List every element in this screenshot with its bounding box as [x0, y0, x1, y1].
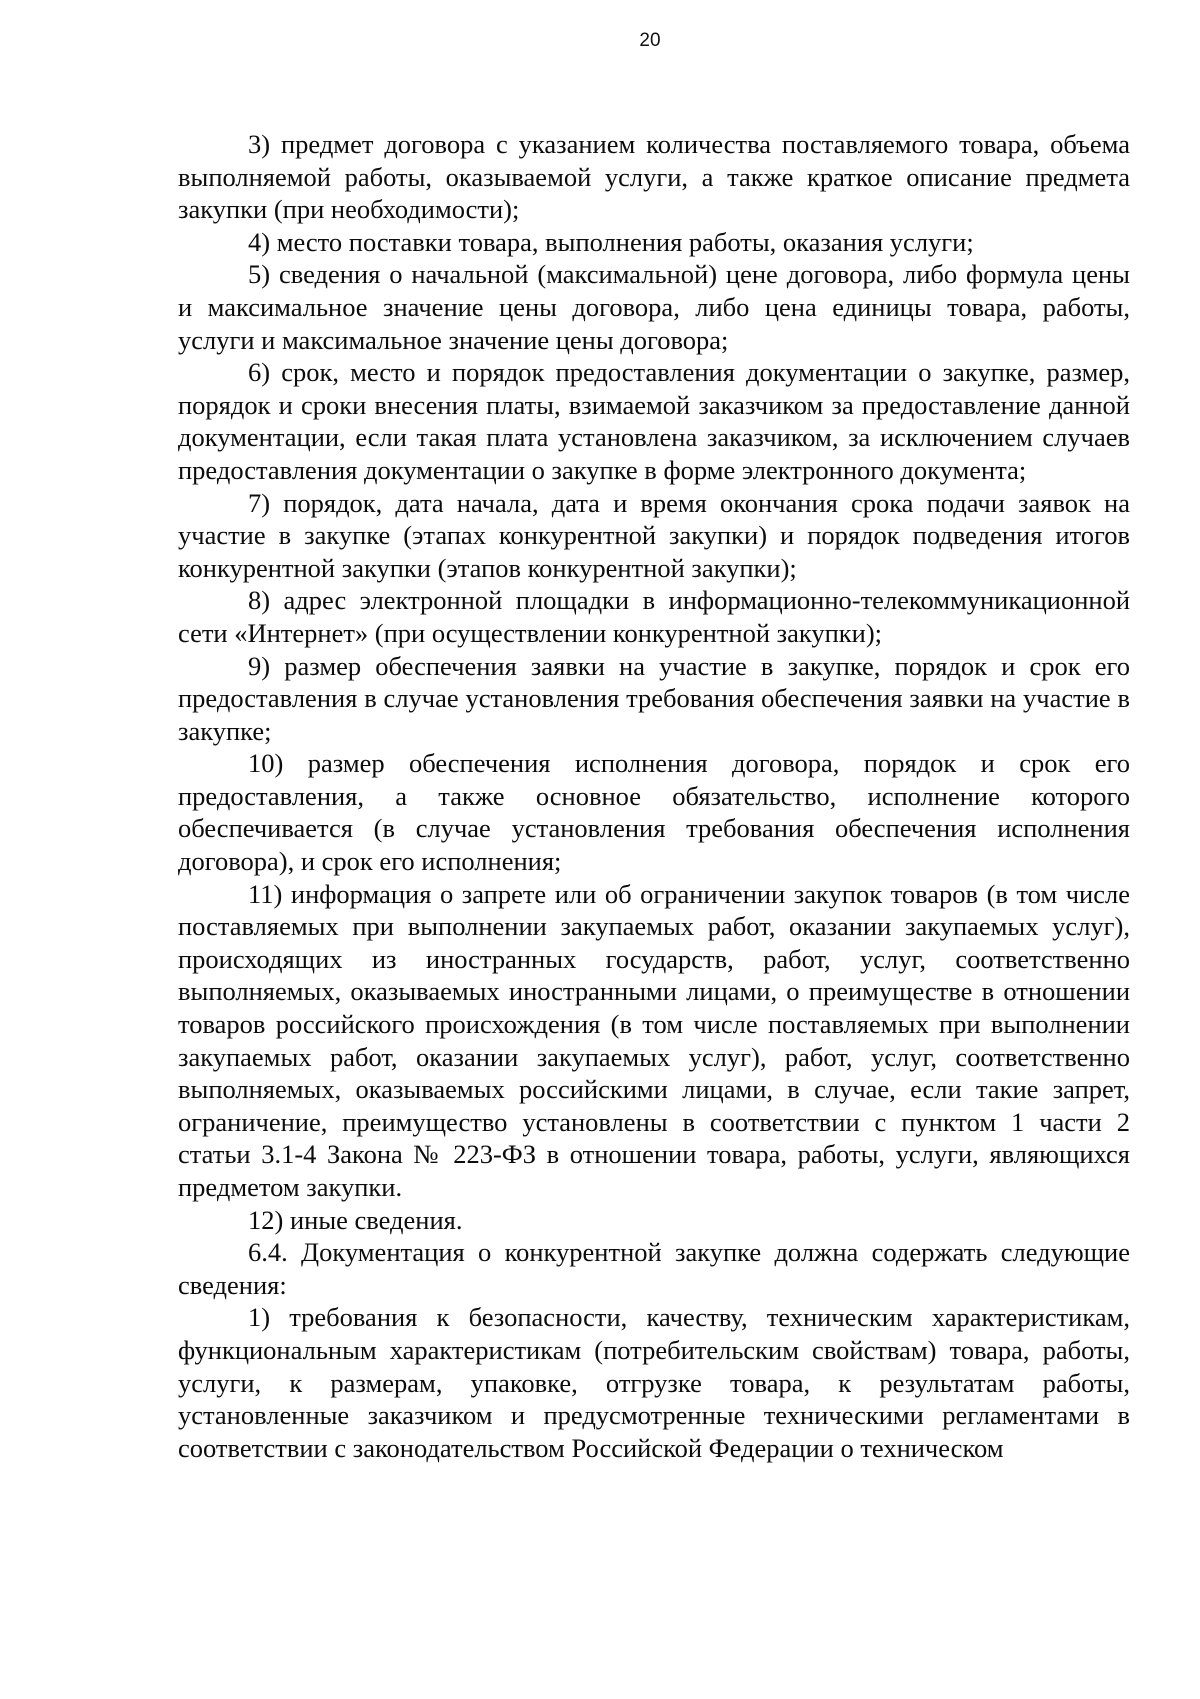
page-number: 20: [639, 30, 661, 51]
paragraph-item-9: 9) размер обеспечения заявки на участие в закупке, порядок и срок его предоставления в случае установления требования обеспечения заявки на участие в закупке;: [178, 650, 1130, 746]
paragraph-item-3: 3) предмет договора с указанием количества поставляемого товара, объема выполняемой работы, оказываемой услуги, а также краткое описание предмета закупки (при необходимости);: [178, 129, 1130, 225]
paragraph-item-4: 4) место поставки товара, выполнения работы, оказания услуги;: [248, 226, 974, 257]
paragraph-item-10: 10) размер обеспечения исполнения договора, порядок и срок его предоставления, а также основное обязательство, исполнение которого обеспечивается (в случае установления требования обеспечения исполнения договора), и срок его исполнения;: [178, 748, 1130, 877]
section-6-4-heading: 6.4. Документация о конкурентной закупке должна содержать следующие сведения:: [178, 1237, 1130, 1300]
paragraph-item-5: 5) сведения о начальной (максимальной) цене договора, либо формула цены и максимальное значение цены договора, либо цена единицы товара, работы, услуги и максимальное значение цены договора;: [178, 259, 1130, 355]
paragraph-item-6: 6) срок, место и порядок предоставления документации о закупке, размер, порядок и сроки внесения платы, взимаемой заказчиком за предоставление данной документации, если такая плата установлена заказчиком, за исключением случаев предоставления документации о закупке в форме электронного документа;: [178, 357, 1130, 485]
paragraph-item-8: 8) адрес электронной площадки в информационно-телекоммуникационной сети «Интернет» (при осуществлении конкурентной закупки);: [178, 585, 1130, 648]
document-body: [178, 128, 1130, 1464]
paragraph-item-6-4-1: 1) требования к безопасности, качеству, техническим характеристикам, функциональным характеристикам (потребительским свойствам) товара, работы, услуги, к размерам, упаковке, отгрузке товара, к результатам работы, установленные заказчиком и предусмотренные техническими регламентами в соответствии с законодательством Российской Федерации о техническом: [178, 1302, 1130, 1463]
paragraph-item-7: 7) порядок, дата начала, дата и время окончания срока подачи заявок на участие в закупке (этапах конкурентной закупки) и порядок подведения итогов конкурентной закупки (этапов конкурентной закупки);: [178, 487, 1130, 583]
paragraph-item-11: 11) информация о запрете или об ограничении закупок товаров (в том числе поставляемых при выполнении закупаемых работ, оказании закупаемых услуг), происходящих из иностранных государств, работ, услуг, соответственно выполняемых, оказываемых иностранными лицами, о преимуществе в отношении товаров российского происхождения (в том числе поставляемых при выполнении закупаемых работ, оказании закупаемых услуг), работ, услуг, соответственно выполняемых, оказываемых российскими лицами, в случае, если такие запрет, ограничение, преимущество установлены в соответствии с пунктом 1 части 2 статьи 3.1-4 Закона № 223-ФЗ в отношении товара, работы, услуги, являющихся предметом закупки.: [178, 878, 1130, 1202]
paragraph-item-12: 12) иные сведения.: [248, 1204, 463, 1235]
